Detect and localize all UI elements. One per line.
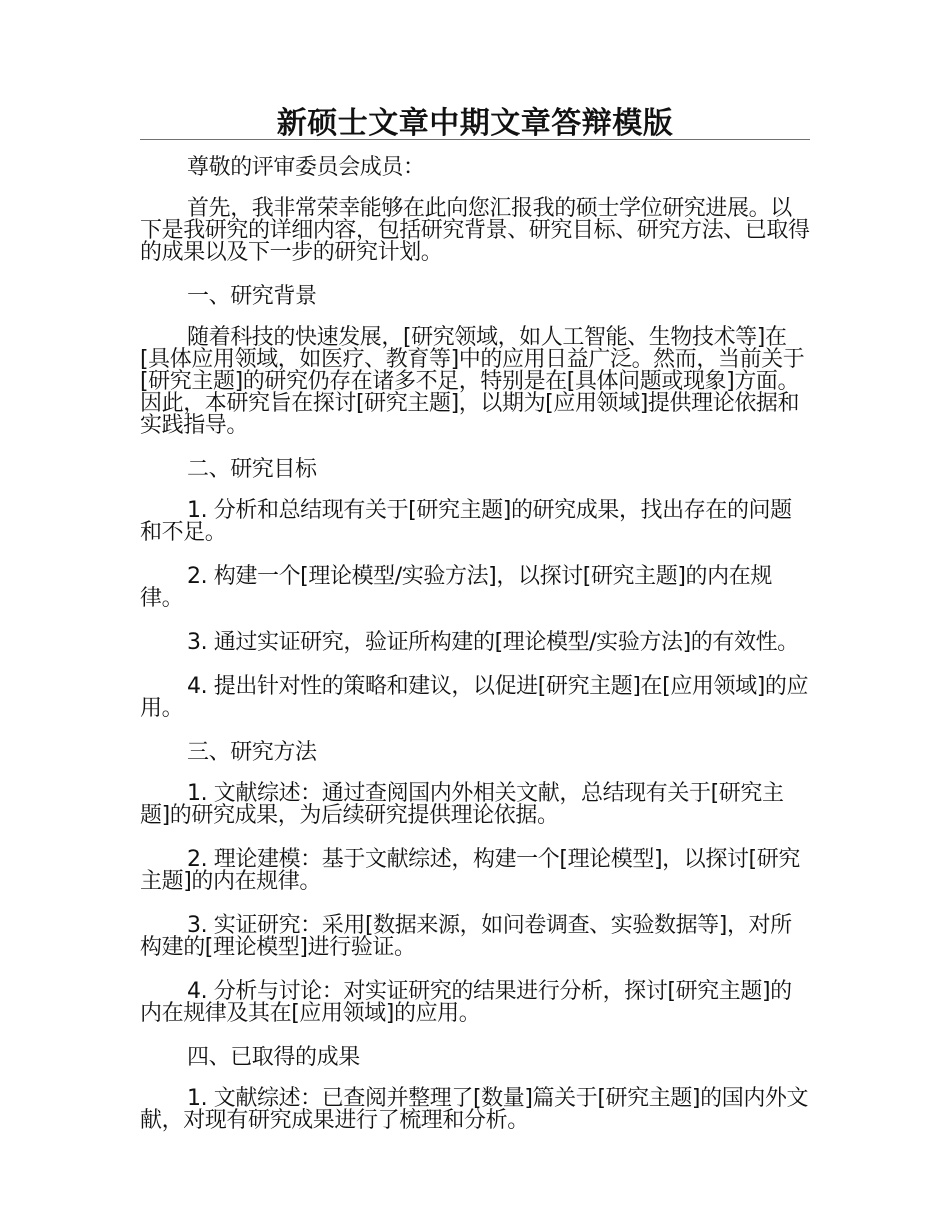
document-body [140, 157, 812, 1154]
title-underline [140, 139, 810, 140]
method-item: 4. 分析与讨论：对实证研究的结果进行分析，探讨[研究主题]的内在规律及其在[应用领域]的应用。 [140, 979, 792, 1026]
method-item: 2. 理论建模：基于文献综述，构建一个[理论模型]，以探讨[研究主题]的内在规律。 [140, 847, 800, 894]
method-item: 3. 实证研究：采用[数据来源，如问卷调查、实验数据等]，对所构建的[理论模型]进行验证。 [140, 913, 792, 960]
salutation: 尊敬的评审委员会成员： [187, 155, 425, 180]
result-item: 1. 文献综述：已查阅并整理了[数量]篇关于[研究主题]的国内外文献，对现有研究成果进行了梳理和分析。 [140, 1086, 809, 1133]
background-paragraph: 随着科技的快速发展，[研究领域，如人工智能、生物技术等]在[具体应用领域，如医疗、教育等]中的应用日益广泛。然而，当前关于[研究主题]的研究仍存在诸多不足，特别是在[具体问题或现象]方面。因此，本研究旨在探讨[研究主题]，以期为[应用领域]提供理论依据和实践指导。 [140, 325, 805, 438]
method-item: 1. 文献综述：通过查阅国内外相关文献，总结现有关于[研究主题]的研究成果，为后续研究提供理论依据。 [140, 781, 784, 828]
objective-item: 4. 提出针对性的策略和建议，以促进[研究主题]在[应用领域]的应用。 [140, 674, 809, 721]
section-heading-results: 四、已取得的成果 [187, 1045, 360, 1070]
intro-paragraph: 首先，我非常荣幸能够在此向您汇报我的硕士学位研究进展。以下是我研究的详细内容，包括研究背景、研究目标、研究方法、已取得的成果以及下一步的研究计划。 [140, 196, 810, 265]
objective-item: 2. 构建一个[理论模型/实验方法]，以探讨[研究主题]的内在规律。 [140, 564, 772, 611]
section-heading-background: 一、研究背景 [187, 284, 317, 309]
objective-item: 3. 通过实证研究，验证所构建的[理论模型/实验方法]的有效性。 [187, 630, 799, 655]
objective-item: 1. 分析和总结现有关于[研究主题]的研究成果，找出存在的问题和不足。 [140, 498, 792, 545]
document-title: 新硕士文章中期文章答辩模版 [276, 106, 674, 141]
section-heading-objectives: 二、研究目标 [187, 457, 317, 482]
section-heading-methods: 三、研究方法 [187, 740, 317, 765]
